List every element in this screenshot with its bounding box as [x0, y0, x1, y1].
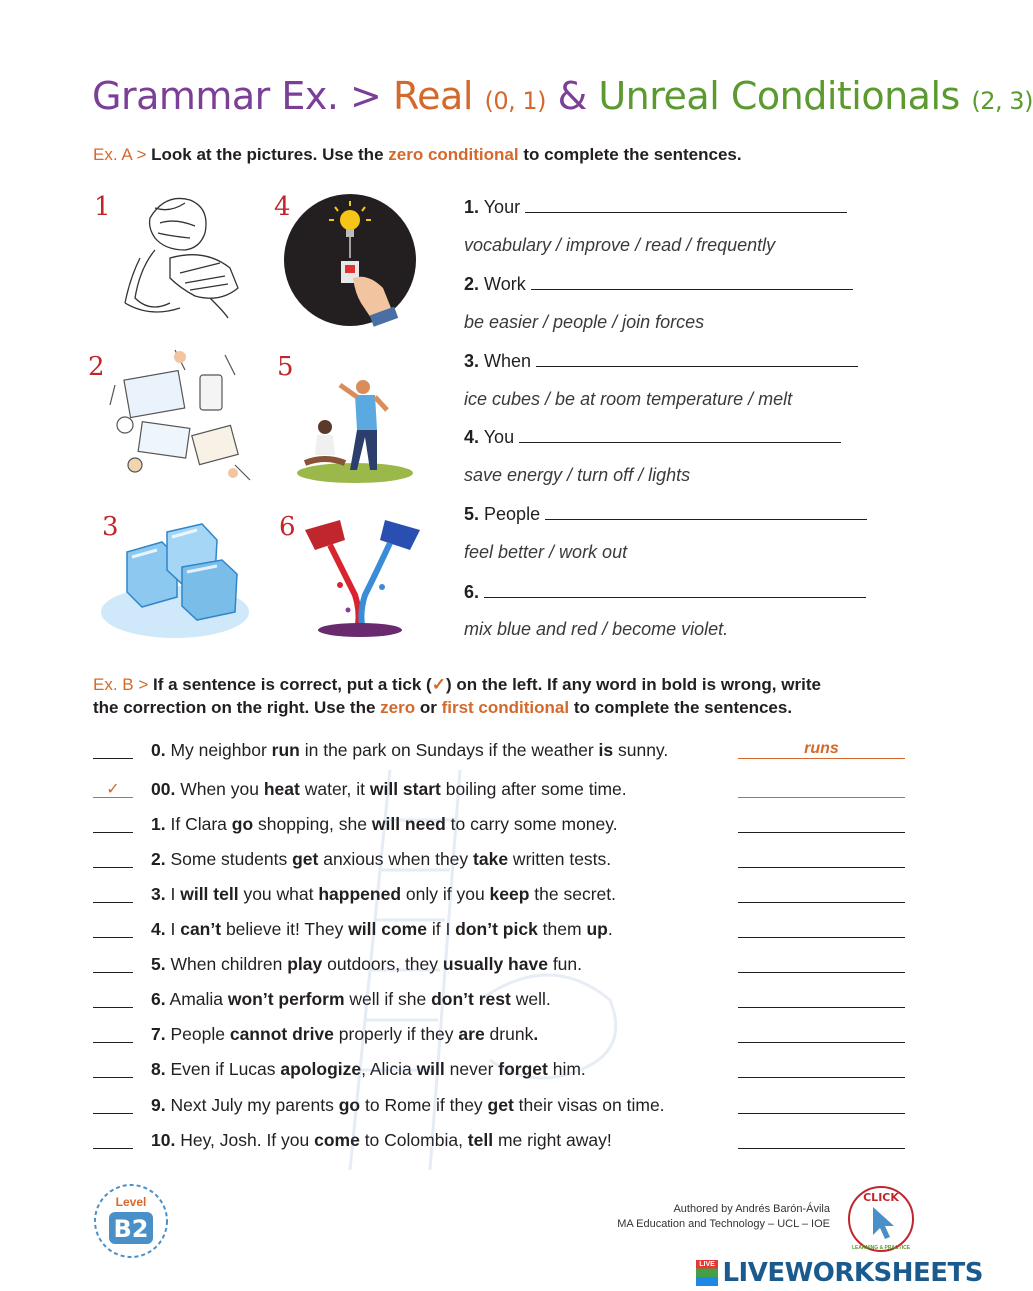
author-credit: Authored by Andrés Barón-Ávila MA Education and Technology – UCL – IOE	[617, 1203, 830, 1230]
picture-number: 6	[279, 512, 296, 542]
sentence-number: 5.	[151, 954, 166, 974]
sentence-number: 1.	[151, 814, 166, 834]
sentence-number: 00.	[151, 779, 176, 799]
sentence-number: 4.	[151, 919, 166, 939]
exercise-a-hint: vocabulary / improve / read / frequently	[464, 235, 776, 255]
bold-word: won’t perform	[227, 989, 345, 1009]
sentence-fragment: My neighbor	[170, 740, 272, 760]
bold-word: play	[287, 954, 323, 974]
sentence-fragment: to carry some money.	[445, 814, 618, 834]
sentence-fragment: written tests.	[508, 849, 612, 869]
exercise-a-item: 4. You	[464, 426, 841, 448]
sentence-fragment: if I	[426, 919, 456, 939]
reading-person-image	[110, 188, 250, 323]
bold-word: will	[416, 1059, 445, 1079]
sentence-fragment: you what	[238, 884, 319, 904]
bold-word: apologize	[280, 1059, 362, 1079]
tick-blank[interactable]	[93, 849, 133, 868]
bold-word: will start	[369, 779, 441, 799]
bold-word: will come	[348, 919, 427, 939]
sentence-number: 7.	[151, 1024, 166, 1044]
tick-blank[interactable]	[93, 1024, 133, 1043]
picture-number: 5	[277, 352, 294, 382]
tick-blank[interactable]: ✓	[93, 779, 133, 798]
sentence-fragment: to Colombia,	[359, 1130, 468, 1150]
sentence-fragment: , Alicia	[361, 1059, 417, 1079]
exercise-b-instructions: Ex. B > If a sentence is correct, put a tick (✓) on the left. If any word in bold is wrong, write the correction on the right. Use the zero or first conditional to complete the sentences.	[93, 675, 821, 717]
picture-number: 1	[94, 192, 111, 222]
correction-blank[interactable]	[738, 954, 905, 973]
sentence-fragment: Even if Lucas	[170, 1059, 281, 1079]
answer-line[interactable]	[545, 503, 867, 520]
bold-word: .	[533, 1024, 539, 1044]
sentence-fragment: in the park on Sundays if the weather	[299, 740, 599, 760]
answer-line[interactable]	[484, 581, 866, 598]
bold-word: forget	[498, 1059, 548, 1079]
bold-word: keep	[489, 884, 530, 904]
exercise-a-hint: mix blue and red / become violet.	[464, 619, 729, 639]
tick-blank[interactable]	[93, 1059, 133, 1078]
sentence-fragment: When children	[170, 954, 288, 974]
sentence-fragment: them	[537, 919, 587, 939]
bold-word: tell	[467, 1130, 494, 1150]
sentence-fragment: I	[170, 919, 181, 939]
bold-word: go	[231, 814, 254, 834]
level-badge	[92, 1182, 170, 1260]
sentence-fragment: believe it! They	[221, 919, 349, 939]
correction-blank[interactable]	[738, 779, 905, 798]
sentence-fragment: well if she	[344, 989, 432, 1009]
sentence-fragment: drunk	[484, 1024, 534, 1044]
sentence-number: 2.	[151, 849, 166, 869]
sentence-fragment: sunny.	[613, 740, 669, 760]
correction-blank[interactable]	[738, 849, 905, 868]
sentence-fragment: People	[170, 1024, 230, 1044]
sentence-fragment: properly if they	[333, 1024, 459, 1044]
bold-word: can’t	[180, 919, 222, 939]
bold-word: are	[458, 1024, 485, 1044]
exercise-a-hint: ice cubes / be at room temperature / melt	[464, 389, 793, 409]
correction-blank[interactable]	[738, 1130, 905, 1149]
correction-blank[interactable]	[738, 814, 905, 833]
svg-text:B2: B2	[113, 1215, 149, 1243]
bold-word: is	[598, 740, 614, 760]
sentence-fragment: fun.	[547, 954, 583, 974]
sentence-fragment: Hey, Josh. If you	[180, 1130, 315, 1150]
live-icon: LIVE	[696, 1260, 718, 1286]
sentence-number: 0.	[151, 740, 166, 760]
bold-word: don’t pick	[455, 919, 538, 939]
exercise-a-item: 2. Work	[464, 273, 853, 295]
correction-blank[interactable]: runs	[738, 740, 905, 759]
exercise-a-hint: save energy / turn off / lights	[464, 465, 691, 485]
svg-text:Level: Level	[115, 1195, 147, 1209]
sentence-fragment: Amalia	[169, 989, 228, 1009]
sentence-fragment: the secret.	[529, 884, 617, 904]
tick-blank[interactable]	[93, 884, 133, 903]
sentence-number: 9.	[151, 1095, 166, 1115]
page-title: Grammar Ex. > Real (0, 1) & Unreal Conditionals (2, 3)	[92, 74, 1033, 118]
answer-line[interactable]	[525, 196, 847, 213]
sentence-number: 10.	[151, 1130, 176, 1150]
exercise-a-item: 5. People	[464, 503, 867, 525]
bold-word: get	[487, 1095, 514, 1115]
sentence-fragment: When you	[180, 779, 264, 799]
bold-word: run	[271, 740, 300, 760]
bold-word: take	[473, 849, 509, 869]
correction-blank[interactable]	[738, 919, 905, 938]
bold-word: up	[586, 919, 608, 939]
exercise-a-instructions: Ex. A > Look at the pictures. Use the zero conditional to complete the sentences.	[93, 145, 742, 164]
sentence-fragment: I	[170, 884, 181, 904]
tick-blank[interactable]	[93, 1095, 133, 1114]
exercise-people-image	[295, 375, 415, 485]
light-switch-image	[283, 193, 418, 328]
sentence-number: 6.	[151, 989, 166, 1009]
bold-word: come	[314, 1130, 360, 1150]
svg-text:LEARNING & PRACTICE: LEARNING & PRACTICE	[851, 1245, 911, 1251]
tick-blank[interactable]	[93, 814, 133, 833]
correction-blank[interactable]	[738, 989, 905, 1008]
watermark-ladder-image	[330, 770, 630, 1170]
sentence-fragment: outdoors, they	[322, 954, 443, 974]
bold-word: will need	[371, 814, 446, 834]
tick-blank[interactable]	[93, 954, 133, 973]
answer-line[interactable]	[531, 273, 853, 290]
sentence-fragment: only if you	[401, 884, 490, 904]
bold-word: get	[292, 849, 319, 869]
exercise-a-item: 6.	[464, 581, 866, 603]
sentence-fragment: never	[444, 1059, 499, 1079]
bold-word: heat	[263, 779, 300, 799]
correction-blank[interactable]	[738, 1095, 905, 1114]
click-logo	[845, 1183, 917, 1255]
bold-word: don’t rest	[431, 989, 511, 1009]
exercise-a-item: 3. When	[464, 350, 858, 372]
ice-cubes-image	[97, 512, 252, 642]
sentence-number: 3.	[151, 884, 166, 904]
picture-number: 3	[102, 512, 119, 542]
correction-blank[interactable]	[738, 1059, 905, 1078]
exercise-a-item: 1. Your	[464, 196, 847, 218]
picture-number: 2	[88, 352, 105, 382]
sentence-fragment: him.	[547, 1059, 586, 1079]
sentence-fragment: If Clara	[170, 814, 232, 834]
bold-word: will tell	[180, 884, 239, 904]
svg-text:CLICK: CLICK	[863, 1191, 899, 1204]
sentence-fragment: their visas on time.	[513, 1095, 665, 1115]
correction-blank[interactable]	[738, 884, 905, 903]
tick-blank[interactable]	[93, 740, 133, 759]
tick-blank[interactable]	[93, 919, 133, 938]
bold-word: usually have	[442, 954, 548, 974]
answer-line[interactable]	[536, 350, 858, 367]
sentence-fragment: well.	[510, 989, 551, 1009]
picture-number: 4	[274, 192, 291, 222]
tick-blank[interactable]	[93, 1130, 133, 1149]
sentence-fragment: .	[607, 919, 613, 939]
sentence-fragment: Some students	[170, 849, 293, 869]
sentence-text	[151, 740, 668, 761]
correction-blank[interactable]	[738, 1024, 905, 1043]
sentence-fragment: shopping, she	[253, 814, 372, 834]
paint-mixing-image	[300, 515, 425, 640]
desk-workers-image	[105, 345, 255, 493]
bold-word: cannot drive	[229, 1024, 334, 1044]
sentence-fragment: anxious when they	[318, 849, 474, 869]
exercise-b-row	[93, 740, 905, 766]
sentence-fragment: boiling after some time.	[440, 779, 627, 799]
answer-line[interactable]	[519, 426, 841, 443]
exercise-a-hint: be easier / people / join forces	[464, 312, 705, 332]
liveworksheets-logo: LIVE LIVEWORKSHEETS	[696, 1258, 983, 1288]
exercise-a-hint: feel better / work out	[464, 542, 628, 562]
tick-blank[interactable]	[93, 989, 133, 1008]
bold-word: go	[338, 1095, 361, 1115]
bold-word: happened	[318, 884, 402, 904]
sentence-fragment: water, it	[299, 779, 370, 799]
sentence-fragment: me right away!	[493, 1130, 612, 1150]
sentence-fragment: to Rome if they	[360, 1095, 488, 1115]
sentence-number: 8.	[151, 1059, 166, 1079]
sentence-fragment: Next July my parents	[170, 1095, 339, 1115]
